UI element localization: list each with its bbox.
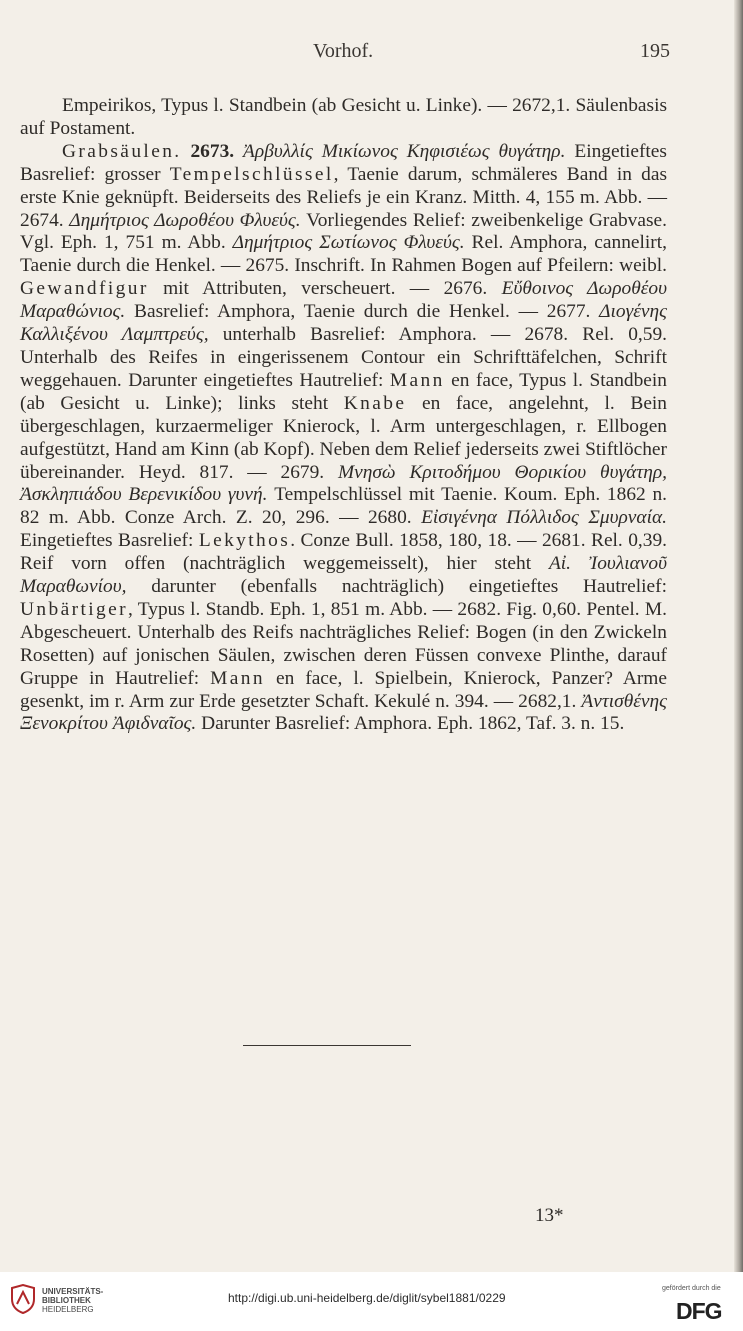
greek-inscription: Δημήτριος Δωροθέου Φλυεύς. xyxy=(69,209,301,231)
text-run: . Conze Bull. 1858, 180, 18. — 2681. Rel. 0,39. Reif vorn offen (nachträglich weggemeisselt), hier steht xyxy=(20,530,667,575)
text-run: Basrelief: Amphora, Taenie durch die Henkel. — 2677. xyxy=(125,301,600,323)
greek-inscription: Ἀντισθένης Ξενοκρίτου Ἀφιδναῖος. xyxy=(20,690,667,735)
greek-inscription: Εὔθοινος Δωροθέου Μαραθώνιος. xyxy=(20,278,668,323)
footnote-rule xyxy=(243,1045,411,1046)
running-title: Vorhof. xyxy=(313,40,374,62)
greek-inscription: Δημήτριος Σωτίωνος Φλυεύς. xyxy=(232,232,465,254)
text-run: , Taenie darum, schmäleres Band in das erste Knie geknüpft. Beiderseits des Reliefs je ein Kranz. Mitth. 4, 155 m. Abb. — 2674. xyxy=(20,163,667,231)
greek-inscription: Εἰσιγένηα Πόλλιδος Σμυρναία. xyxy=(421,507,667,529)
paragraph xyxy=(20,141,667,737)
body-text xyxy=(20,95,667,736)
spaced-term: Lekythos xyxy=(198,530,291,552)
text-run: Tempelschlüssel mit Taenie. Koum. Eph. 1862 n. 82 m. Abb. Conze Arch. Z. 20, 296. — 2680. xyxy=(20,484,667,529)
text-run: Darunter Basrelief: Amphora. Eph. 1862, Taf. 3. n. 15. xyxy=(196,713,625,735)
page-edge-shadow xyxy=(734,0,743,1272)
spaced-term: Mann xyxy=(389,369,445,391)
spaced-term: Tempelschlüssel xyxy=(169,163,334,185)
spaced-term: Unbärtiger xyxy=(20,598,128,620)
signature-mark: 13* xyxy=(535,1205,564,1226)
source-url-link[interactable]: http://digi.ub.uni-heidelberg.de/diglit/sybel1881/0229 xyxy=(228,1291,506,1305)
text-run: en face, Typus l. Standbein (ab Gesicht u. Linke); links steht xyxy=(20,369,667,414)
text-run: Vorliegendes Relief: zweibenkelige Grabvase. Vgl. Eph. 1, 751 m. Abb. xyxy=(20,209,667,254)
greek-inscription: Μνησὼ Κριτοδήμου Θορικίου θυγάτηρ, Ἀσκληπιάδου Βερενικίδου γυνή. xyxy=(20,461,667,506)
dfg-logo: DFG xyxy=(676,1298,722,1324)
library-name: UNIVERSITÄTS- BIBLIOTHEK HEIDELBERG xyxy=(42,1287,104,1314)
text-run: en face, angelehnt, l. Bein übergeschlagen, kurzaermeliger Knierock, l. Arm untergeschlagen, r. Ellbogen aufgestützt, Hand am Kinn (ab Kopf). Neben dem Relief jederseits zwei Stiftlöcher übereinander. Heyd. 817. — 2679. xyxy=(20,392,668,483)
digitization-footer xyxy=(0,1272,743,1331)
page-number: 195 xyxy=(640,40,670,62)
greek-inscription: Διογένης Καλλιξένου Λαμπτρεύς, xyxy=(20,301,667,346)
greek-inscription: Ἀρβυλλίς Μικίωνος Κηφισιέως θυγάτηρ. xyxy=(243,140,566,162)
text-run: Eingetieftes Basrelief: xyxy=(20,530,199,552)
spaced-term: Grabsäulen. xyxy=(62,140,182,162)
page-header xyxy=(0,40,743,70)
text-run: en face, l. Spielbein, Knierock, Panzer? Arme gesenkt, im r. Arm zur Erde gesetzter Schaft. Kekulé n. 394. — 2682,1. xyxy=(20,667,667,712)
entry-number: 2673. xyxy=(190,140,235,162)
funding-caption: gefördert durch die xyxy=(662,1285,721,1292)
spaced-term: Mann xyxy=(210,667,265,689)
spaced-term: Gewandfigur xyxy=(20,278,149,300)
spaced-term: Knabe xyxy=(343,392,407,414)
text-run: unterhalb Basrelief: Amphora. — 2678. Rel. 0,59. Unterhalb des Reifes in eingerissenem Contour ein Schrifttäfelchen, Schrift weggehauen. Darunter eingetieftes Hautrelief: xyxy=(20,324,667,391)
text-run: Empeirikos, Typus l. Standbein (ab Gesicht u. Linke). — 2672,1. Säulenbasis auf Postament. xyxy=(20,95,667,139)
text-run xyxy=(234,141,243,162)
text-run: mit Attributen, verscheuert. — 2676. xyxy=(148,278,502,300)
text-run: Rel. Amphora, cannelirt, Taenie durch die Henkel. — 2675. Inschrift. In Rahmen Bogen auf Pfeilern: weibl. xyxy=(20,232,667,277)
text-run: , Typus l. Standb. Eph. 1, 851 m. Abb. — 2682. Fig. 0,60. Pentel. M. Abgescheuert. Unterhalb des Reifs nachträgliches Relief: Bogen (in den Zwickeln Rosetten) auf jonischen Säulen, zwischen deren Füssen convexe Plinthe, darauf Gruppe in Hautrelief: xyxy=(20,598,667,689)
paragraph xyxy=(20,95,667,141)
text-run: darunter (ebenfalls nachträglich) eingetieftes Hautrelief: xyxy=(126,576,667,598)
heidelberg-crest-icon xyxy=(9,1284,37,1314)
text-run: Eingetieftes Basrelief: grosser xyxy=(20,140,667,185)
greek-inscription: Αἰ. Ἰουλιανοῦ Μαραθωνίου, xyxy=(20,553,667,598)
